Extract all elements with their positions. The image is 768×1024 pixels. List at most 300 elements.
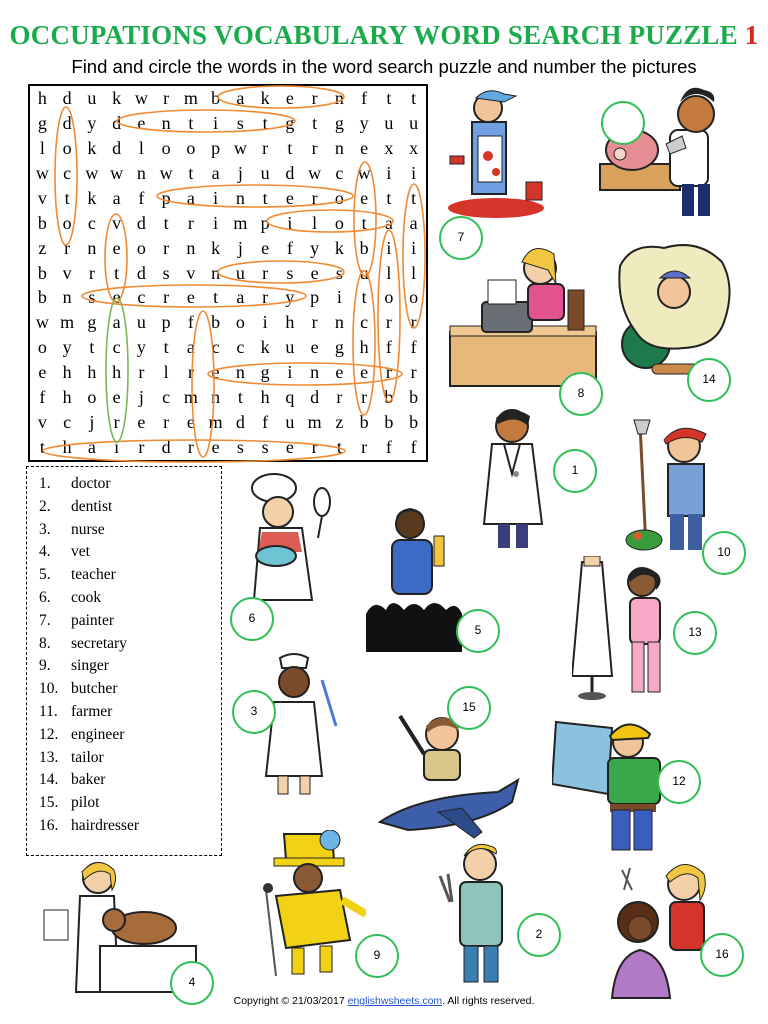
grid-letter[interactable]: f	[361, 88, 368, 108]
grid-letter[interactable]: k	[211, 237, 221, 258]
word-number: 5.	[39, 566, 51, 584]
doctor-picture	[476, 404, 556, 554]
baker-picture	[612, 236, 742, 378]
grid-letter[interactable]: a	[112, 187, 121, 208]
grid-letter[interactable]: o	[161, 137, 171, 158]
grid-letter[interactable]: n	[235, 362, 245, 383]
grid-letter[interactable]: f	[410, 437, 417, 458]
grid-letter[interactable]: r	[163, 237, 170, 258]
grid-letter[interactable]: u	[136, 312, 146, 333]
grid-letter[interactable]: g	[260, 362, 270, 383]
grid-letter[interactable]: e	[285, 88, 294, 108]
grid-letter[interactable]: v	[62, 262, 72, 283]
grid-letter[interactable]: e	[186, 412, 195, 433]
word-list-item	[39, 566, 116, 584]
grid-letter[interactable]: i	[287, 362, 293, 383]
word-search-grid	[28, 84, 428, 462]
grid-letter[interactable]: s	[236, 437, 244, 458]
grid-letter[interactable]: t	[64, 187, 70, 208]
grid-letter[interactable]: o	[334, 187, 344, 208]
word-list-item	[39, 726, 124, 744]
grid-letter[interactable]: l	[138, 137, 144, 158]
grid-letter[interactable]: v	[37, 187, 47, 208]
grid-letter[interactable]: n	[136, 162, 146, 183]
grid-letter[interactable]: e	[285, 187, 294, 208]
picture-number-baker[interactable]: 14	[687, 358, 731, 402]
grid-letter[interactable]: e	[112, 237, 121, 258]
picture-number-pilot[interactable]: 15	[447, 686, 491, 730]
grid-letter[interactable]: t	[39, 437, 45, 458]
grid-letter[interactable]: o	[334, 212, 344, 233]
grid-letter[interactable]: r	[113, 412, 120, 433]
grid-letter[interactable]: g	[37, 112, 47, 133]
grid-letter[interactable]: t	[336, 437, 342, 458]
grid-letter[interactable]: g	[334, 112, 344, 133]
grid-letter[interactable]: t	[386, 187, 392, 208]
picture-number-doctor[interactable]: 1	[553, 449, 597, 493]
grid-letter[interactable]: i	[411, 162, 417, 183]
grid-letter[interactable]: e	[285, 437, 294, 458]
grid-letter[interactable]: w	[357, 162, 371, 183]
grid-letter[interactable]: o	[235, 312, 245, 333]
footer-copyright: Copyright © 21/03/2017	[233, 995, 345, 1007]
word-list-item	[39, 749, 104, 767]
grid-letter[interactable]: t	[262, 187, 268, 208]
grid-letter[interactable]: w	[159, 162, 173, 183]
grid-letter[interactable]: h	[87, 362, 97, 383]
grid-letter[interactable]: t	[237, 387, 243, 408]
grid-letter[interactable]: e	[211, 437, 220, 458]
grid-letter[interactable]: m	[183, 88, 198, 108]
grid-letter[interactable]: t	[411, 187, 417, 208]
grid-letter[interactable]: h	[62, 387, 72, 408]
grid-letter[interactable]: u	[409, 112, 419, 133]
grid-letter[interactable]: o	[37, 337, 47, 358]
grid-letter[interactable]: k	[334, 237, 344, 258]
word-text: vet	[71, 543, 90, 561]
grid-letter[interactable]: t	[163, 212, 169, 233]
word-text: baker	[71, 771, 106, 789]
word-text: tailor	[71, 748, 104, 766]
grid-letter[interactable]: a	[87, 437, 96, 458]
grid-letter[interactable]: r	[336, 387, 343, 408]
grid-letter[interactable]: b	[359, 412, 369, 433]
grid-letter[interactable]: s	[261, 437, 269, 458]
grid-letter[interactable]: f	[385, 437, 392, 458]
grid-letter[interactable]: c	[360, 312, 369, 333]
grid-letter[interactable]: n	[87, 237, 97, 258]
grid-letter[interactable]: d	[310, 387, 320, 408]
picture-number-butcher[interactable]	[601, 101, 645, 145]
grid-letter[interactable]: w	[35, 312, 49, 333]
grid-letter[interactable]: o	[87, 387, 97, 408]
grid-letter[interactable]: m	[60, 312, 75, 333]
picture-number-tailor[interactable]: 13	[673, 611, 717, 655]
picture-number-nurse[interactable]: 3	[232, 690, 276, 734]
grid-letter[interactable]: s	[286, 262, 294, 283]
grid-letter[interactable]: r	[311, 437, 318, 458]
grid-letter[interactable]: r	[262, 137, 269, 158]
picture-number-dentist[interactable]: 2	[517, 913, 561, 957]
grid-letter[interactable]: e	[360, 137, 369, 158]
grid-letter[interactable]: m	[233, 212, 248, 233]
grid-letter[interactable]: a	[112, 312, 121, 333]
grid-letter[interactable]: e	[310, 262, 319, 283]
word-number: 14.	[39, 771, 59, 789]
grid-letter[interactable]: a	[409, 212, 418, 233]
grid-letter[interactable]: b	[37, 262, 47, 283]
grid-letter[interactable]: s	[88, 287, 96, 308]
grid-letter[interactable]: v	[186, 262, 196, 283]
grid-letter[interactable]: l	[163, 362, 169, 383]
secretary-picture	[448, 240, 598, 390]
grid-letter[interactable]: w	[233, 137, 247, 158]
grid-letter[interactable]: j	[138, 387, 144, 408]
grid-letter[interactable]: t	[361, 212, 367, 233]
grid-letter[interactable]: a	[236, 287, 245, 308]
grid-letter[interactable]: o	[384, 287, 394, 308]
grid-letter[interactable]: l	[411, 262, 417, 283]
grid-letter[interactable]: w	[35, 162, 49, 183]
grid-letter[interactable]: b	[359, 237, 369, 258]
grid-letter[interactable]: i	[386, 237, 392, 258]
word-number: 7.	[39, 611, 51, 629]
grid-letter[interactable]: t	[213, 287, 219, 308]
grid-letter[interactable]: l	[386, 262, 392, 283]
grid-letter[interactable]: r	[262, 287, 269, 308]
grid-letter[interactable]: c	[137, 287, 146, 308]
grid-letter[interactable]: r	[385, 312, 392, 333]
grid-letter[interactable]: r	[385, 362, 392, 383]
grid-letter[interactable]: w	[110, 162, 124, 183]
grid-letter[interactable]: y	[87, 112, 97, 133]
grid-letter[interactable]: r	[187, 212, 194, 233]
grid-letter[interactable]: t	[386, 88, 392, 108]
singer-picture	[246, 830, 366, 980]
grid-letter[interactable]: i	[213, 112, 219, 133]
grid-letter[interactable]: m	[307, 412, 322, 433]
picture-number-painter[interactable]: 7	[439, 216, 483, 260]
grid-letter[interactable]: h	[112, 362, 122, 383]
grid-letter[interactable]: d	[112, 137, 122, 158]
pilot-picture	[378, 700, 522, 844]
grid-letter[interactable]: m	[208, 412, 223, 433]
word-number: 6.	[39, 589, 51, 606]
grid-letter[interactable]: t	[163, 337, 169, 358]
instructions: Find and circle the words in the word search puzzle and number the pictures	[71, 56, 697, 77]
grid-letter[interactable]: r	[138, 437, 145, 458]
grid-letter[interactable]: m	[183, 387, 198, 408]
grid-letter[interactable]: r	[311, 187, 318, 208]
grid-letter[interactable]: d	[235, 412, 245, 433]
word-number: 16.	[39, 817, 59, 834]
grid-letter[interactable]: q	[285, 387, 295, 408]
grid-letter[interactable]: h	[62, 362, 72, 383]
picture-number-secretary[interactable]: 8	[559, 372, 603, 416]
hairdresser-picture	[610, 856, 714, 1002]
grid-letter[interactable]: c	[211, 337, 220, 358]
word-number: 15.	[39, 794, 59, 812]
grid-letter[interactable]: h	[62, 437, 72, 458]
grid-letter[interactable]: e	[335, 362, 344, 383]
grid-letter[interactable]: k	[260, 337, 270, 358]
word-list-item	[39, 771, 105, 789]
grid-letter[interactable]: o	[62, 137, 72, 158]
word-list-item	[39, 521, 105, 539]
grid-letter[interactable]: t	[262, 112, 268, 133]
grid-letter[interactable]: a	[211, 162, 220, 183]
grid-letter[interactable]: a	[186, 337, 195, 358]
picture-number-teacher[interactable]: 5	[456, 609, 500, 653]
grid-letter[interactable]: f	[410, 337, 417, 358]
grid-letter[interactable]: n	[334, 137, 344, 158]
grid-letter[interactable]: h	[260, 387, 270, 408]
grid-letter[interactable]: k	[87, 137, 97, 158]
picture-number-singer[interactable]: 9	[355, 934, 399, 978]
grid-letter[interactable]: e	[310, 337, 319, 358]
grid-letter[interactable]: c	[236, 337, 245, 358]
grid-letter[interactable]: d	[62, 88, 72, 108]
grid-letter[interactable]: y	[136, 337, 146, 358]
grid-letter[interactable]: p	[161, 312, 171, 333]
word-number: 13.	[39, 748, 59, 766]
grid-letter[interactable]: e	[137, 412, 146, 433]
grid-letter[interactable]: b	[384, 412, 394, 433]
grid-letter[interactable]: c	[112, 337, 121, 358]
grid-letter[interactable]: b	[37, 287, 47, 308]
grid-letter[interactable]: r	[187, 437, 194, 458]
grid-letter[interactable]: a	[384, 212, 393, 233]
grid-letter[interactable]: c	[63, 412, 72, 433]
grid-letter[interactable]: y	[285, 287, 295, 308]
grid-letter[interactable]: i	[262, 312, 268, 333]
word-number: 11.	[39, 703, 58, 720]
grid-letter[interactable]: n	[211, 262, 221, 283]
grid-letter[interactable]: v	[112, 212, 122, 233]
grid-letter[interactable]: p	[260, 212, 270, 233]
grid-letter[interactable]: r	[410, 362, 417, 383]
word-number: 1.	[39, 475, 51, 492]
grid-letter[interactable]: i	[386, 162, 392, 183]
grid-letter[interactable]: r	[163, 412, 170, 433]
word-text: butcher	[71, 680, 118, 698]
grid-letter[interactable]: t	[287, 137, 293, 158]
grid-letter[interactable]: r	[410, 312, 417, 333]
picture-number-hairdresser[interactable]: 16	[700, 933, 744, 977]
picture-number-vet[interactable]: 4	[170, 961, 214, 1005]
grid-letter[interactable]: b	[384, 387, 394, 408]
grid-letter[interactable]: t	[188, 162, 194, 183]
grid-letter[interactable]: i	[287, 212, 293, 233]
grid-letter[interactable]: i	[213, 187, 219, 208]
grid-letter[interactable]: a	[236, 88, 245, 108]
word-number: 8.	[39, 634, 51, 652]
grid-letter[interactable]: n	[334, 312, 344, 333]
grid-letter[interactable]: h	[359, 337, 369, 358]
word-list-item	[39, 794, 99, 812]
grid-letter[interactable]: l	[39, 137, 45, 158]
grid-letter[interactable]: e	[137, 112, 146, 133]
grid-letter[interactable]: k	[260, 88, 270, 108]
grid-letter[interactable]: k	[112, 88, 122, 108]
word-text: nurse	[71, 520, 105, 538]
grid-letter[interactable]: r	[262, 262, 269, 283]
grid-letter[interactable]: f	[138, 187, 145, 208]
grid-letter[interactable]: f	[187, 312, 194, 333]
word-text: teacher	[71, 566, 116, 584]
grid-letter[interactable]: r	[311, 312, 318, 333]
grid-letter[interactable]: n	[334, 88, 344, 108]
grid-letter[interactable]: g	[285, 112, 295, 133]
grid-letter[interactable]: b	[211, 88, 221, 108]
grid-letter[interactable]: f	[385, 337, 392, 358]
grid-letter[interactable]: r	[361, 437, 368, 458]
grid-letter[interactable]: t	[89, 337, 95, 358]
footer-rights: . All rights reserved.	[442, 995, 535, 1007]
grid-letter[interactable]: c	[87, 212, 96, 233]
grid-letter[interactable]: e	[38, 362, 47, 383]
grid-letter[interactable]: d	[136, 262, 146, 283]
grid-letter[interactable]: k	[87, 187, 97, 208]
grid-letter[interactable]: e	[360, 187, 369, 208]
grid-letter[interactable]: o	[62, 212, 72, 233]
grid-letter[interactable]: r	[88, 262, 95, 283]
grid-letter[interactable]: x	[409, 137, 419, 158]
grid-letter[interactable]: u	[260, 162, 270, 183]
grid-letter[interactable]: i	[411, 237, 417, 258]
grid-letter[interactable]: x	[384, 137, 394, 158]
grid-letter[interactable]: d	[62, 112, 72, 133]
grid-letter[interactable]: r	[138, 362, 145, 383]
grid-letter[interactable]: g	[334, 337, 344, 358]
grid-letter[interactable]: r	[311, 88, 318, 108]
grid-letter[interactable]: h	[37, 88, 47, 108]
grid-letter[interactable]: y	[62, 337, 72, 358]
grid-letter[interactable]: u	[235, 262, 245, 283]
grid-letter[interactable]: r	[163, 88, 170, 108]
grid-letter[interactable]: f	[286, 237, 293, 258]
picture-number-cook[interactable]: 6	[230, 597, 274, 641]
word-number: 3.	[39, 520, 51, 538]
grid-letter[interactable]: d	[161, 437, 171, 458]
grid-letter[interactable]: b	[37, 212, 47, 233]
grid-letter[interactable]: g	[87, 312, 97, 333]
grid-letter[interactable]: s	[236, 112, 244, 133]
grid-letter[interactable]: r	[311, 137, 318, 158]
grid-letter[interactable]: u	[285, 337, 295, 358]
word-text: engineer	[71, 725, 125, 743]
grid-letter[interactable]: b	[409, 387, 419, 408]
grid-letter[interactable]: o	[136, 237, 146, 258]
grid-letter[interactable]: z	[335, 412, 344, 433]
grid-letter[interactable]: p	[161, 187, 171, 208]
grid-letter[interactable]: t	[114, 262, 120, 283]
grid-letter[interactable]: p	[211, 137, 221, 158]
teacher-picture	[364, 506, 464, 654]
grid-letter[interactable]: w	[134, 88, 148, 108]
grid-letter[interactable]: d	[136, 212, 146, 233]
grid-letter[interactable]: c	[63, 162, 72, 183]
word-list-item	[39, 498, 112, 516]
grid-letter[interactable]: c	[335, 162, 344, 183]
grid-letter[interactable]: s	[335, 262, 343, 283]
grid-letter[interactable]: d	[285, 162, 295, 183]
grid-letter[interactable]: i	[213, 212, 219, 233]
word-number: 10.	[39, 680, 59, 698]
grid-letter[interactable]: z	[38, 237, 47, 258]
word-text: painter	[71, 611, 115, 629]
grid-letter[interactable]: r	[64, 237, 71, 258]
grid-letter[interactable]: e	[211, 362, 220, 383]
grid-letter[interactable]: e	[112, 287, 121, 308]
grid-letter[interactable]: u	[359, 262, 369, 283]
footer-link[interactable]: englishwsheets.com	[347, 995, 443, 1007]
grid-letter[interactable]: u	[285, 412, 295, 433]
grid-letter[interactable]: i	[336, 287, 342, 308]
picture-number-engineer[interactable]: 12	[657, 760, 701, 804]
grid-letter[interactable]: n	[161, 112, 171, 133]
grid-letter[interactable]: a	[186, 187, 195, 208]
grid-letter[interactable]: o	[186, 137, 196, 158]
footer	[0, 995, 768, 1007]
grid-letter[interactable]: n	[186, 237, 196, 258]
grid-letter[interactable]: s	[162, 262, 170, 283]
grid-letter[interactable]: t	[361, 287, 367, 308]
grid-letter[interactable]: e	[186, 287, 195, 308]
grid-letter[interactable]: o	[409, 287, 419, 308]
grid-letter[interactable]: w	[85, 162, 99, 183]
grid-letter[interactable]: e	[360, 362, 369, 383]
grid-letter[interactable]: f	[39, 387, 46, 408]
grid-letter[interactable]: r	[187, 362, 194, 383]
grid-letter[interactable]: n	[310, 362, 320, 383]
grid-letter[interactable]: y	[310, 237, 320, 258]
grid-letter[interactable]: n	[211, 387, 221, 408]
engineer-picture	[552, 712, 672, 860]
grid-letter[interactable]: t	[411, 88, 417, 108]
grid-letter[interactable]: h	[285, 312, 295, 333]
grid-letter[interactable]: b	[211, 312, 221, 333]
grid-letter[interactable]: i	[114, 437, 120, 458]
grid-letter[interactable]: j	[237, 162, 243, 183]
grid-letter[interactable]: j	[237, 237, 243, 258]
grid-letter[interactable]: c	[162, 387, 171, 408]
grid-letter[interactable]: n	[235, 187, 245, 208]
grid-letter[interactable]: u	[87, 88, 97, 108]
grid-letter[interactable]: l	[312, 212, 318, 233]
grid-letter[interactable]: w	[308, 162, 322, 183]
grid-letter[interactable]: y	[359, 112, 369, 133]
picture-number-farmer[interactable]: 10	[702, 531, 746, 575]
grid-letter[interactable]: r	[361, 387, 368, 408]
grid-letter[interactable]: u	[384, 112, 394, 133]
grid-letter[interactable]: p	[310, 287, 320, 308]
grid-letter[interactable]: d	[112, 112, 122, 133]
tailor-picture	[572, 556, 686, 702]
grid-letter[interactable]: v	[37, 412, 47, 433]
word-text: singer	[71, 657, 109, 675]
grid-letter[interactable]: n	[62, 287, 72, 308]
grid-letter[interactable]: b	[409, 412, 419, 433]
word-list-item	[39, 657, 109, 675]
grid-letter[interactable]: e	[112, 387, 121, 408]
grid-letter[interactable]: r	[163, 287, 170, 308]
grid-letter[interactable]: f	[262, 412, 269, 433]
grid-letter[interactable]: j	[89, 412, 95, 433]
grid-letter[interactable]: t	[188, 112, 194, 133]
grid-letter[interactable]: e	[261, 237, 270, 258]
grid-letter[interactable]: t	[312, 112, 318, 133]
